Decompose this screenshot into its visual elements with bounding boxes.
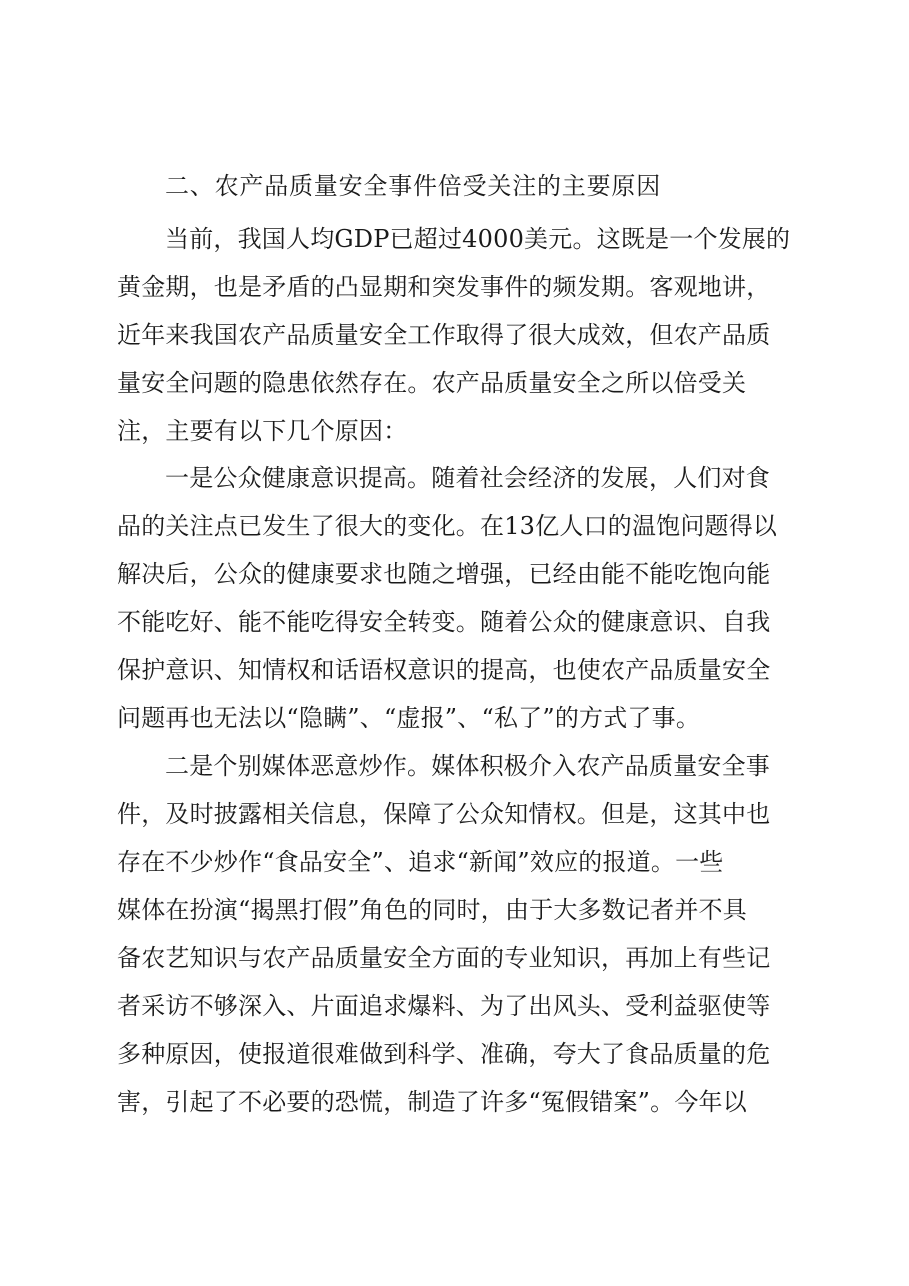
paragraph-line: 多种原因，使报道很难做到科学、准确，夸大了食品质量的危 [117, 1040, 771, 1068]
paragraph-line: 问题再也无法以“隐瞒”、“虚报”、“私了”的方式了事。 [117, 704, 701, 732]
paragraph-line: 解决后，公众的健康要求也随之增强，已经由能不能吃饱向能 [117, 560, 771, 588]
paragraph-line: 品的关注点已发生了很大的变化。在13亿人口的温饱问题得以 [117, 512, 778, 540]
paragraph-line: 一是公众健康意识提高。随着社会经济的发展，人们对食 [165, 464, 770, 492]
paragraph-line: 存在不少炒作“食品安全”、追求“新闻”效应的报道。一些 [117, 848, 724, 876]
paragraph-line: 注，主要有以下几个原因： [117, 417, 408, 445]
paragraph-line: 件，及时披露相关信息，保障了公众知情权。但是，这其中也 [117, 800, 771, 828]
paragraph-line: 量安全问题的隐患依然存在。农产品质量安全之所以倍受关 [117, 369, 747, 397]
paragraph-line: 二是个别媒体恶意炒作。媒体积极介入农产品质量安全事 [165, 752, 770, 780]
paragraph-line: 黄金期，也是矛盾的凸显期和突发事件的频发期。客观地讲， [117, 273, 771, 301]
section-heading: 二、农产品质量安全事件倍受关注的主要原因 [165, 172, 661, 200]
paragraph-line: 近年来我国农产品质量安全工作取得了很大成效，但农产品质 [117, 321, 771, 349]
paragraph-line: 媒体在扮演“揭黑打假”角色的同时，由于大多数记者并不具 [117, 896, 747, 924]
paragraph-line: 备农艺知识与农产品质量安全方面的专业知识，再加上有些记 [117, 944, 771, 972]
paragraph-line: 者采访不够深入、片面追求爆料、为了出风头、受利益驱使等 [117, 992, 771, 1020]
paragraph-line: 当前，我国人均GDP已超过4000美元。这既是一个发展的 [165, 225, 791, 253]
paragraph-line: 不能吃好、能不能吃得安全转变。随着公众的健康意识、自我 [117, 608, 771, 636]
paragraph-line: 害，引起了不必要的恐慌，制造了许多“冤假错案”。今年以 [117, 1088, 747, 1116]
paragraph-line: 保护意识、知情权和话语权意识的提高，也使农产品质量安全 [117, 656, 771, 684]
